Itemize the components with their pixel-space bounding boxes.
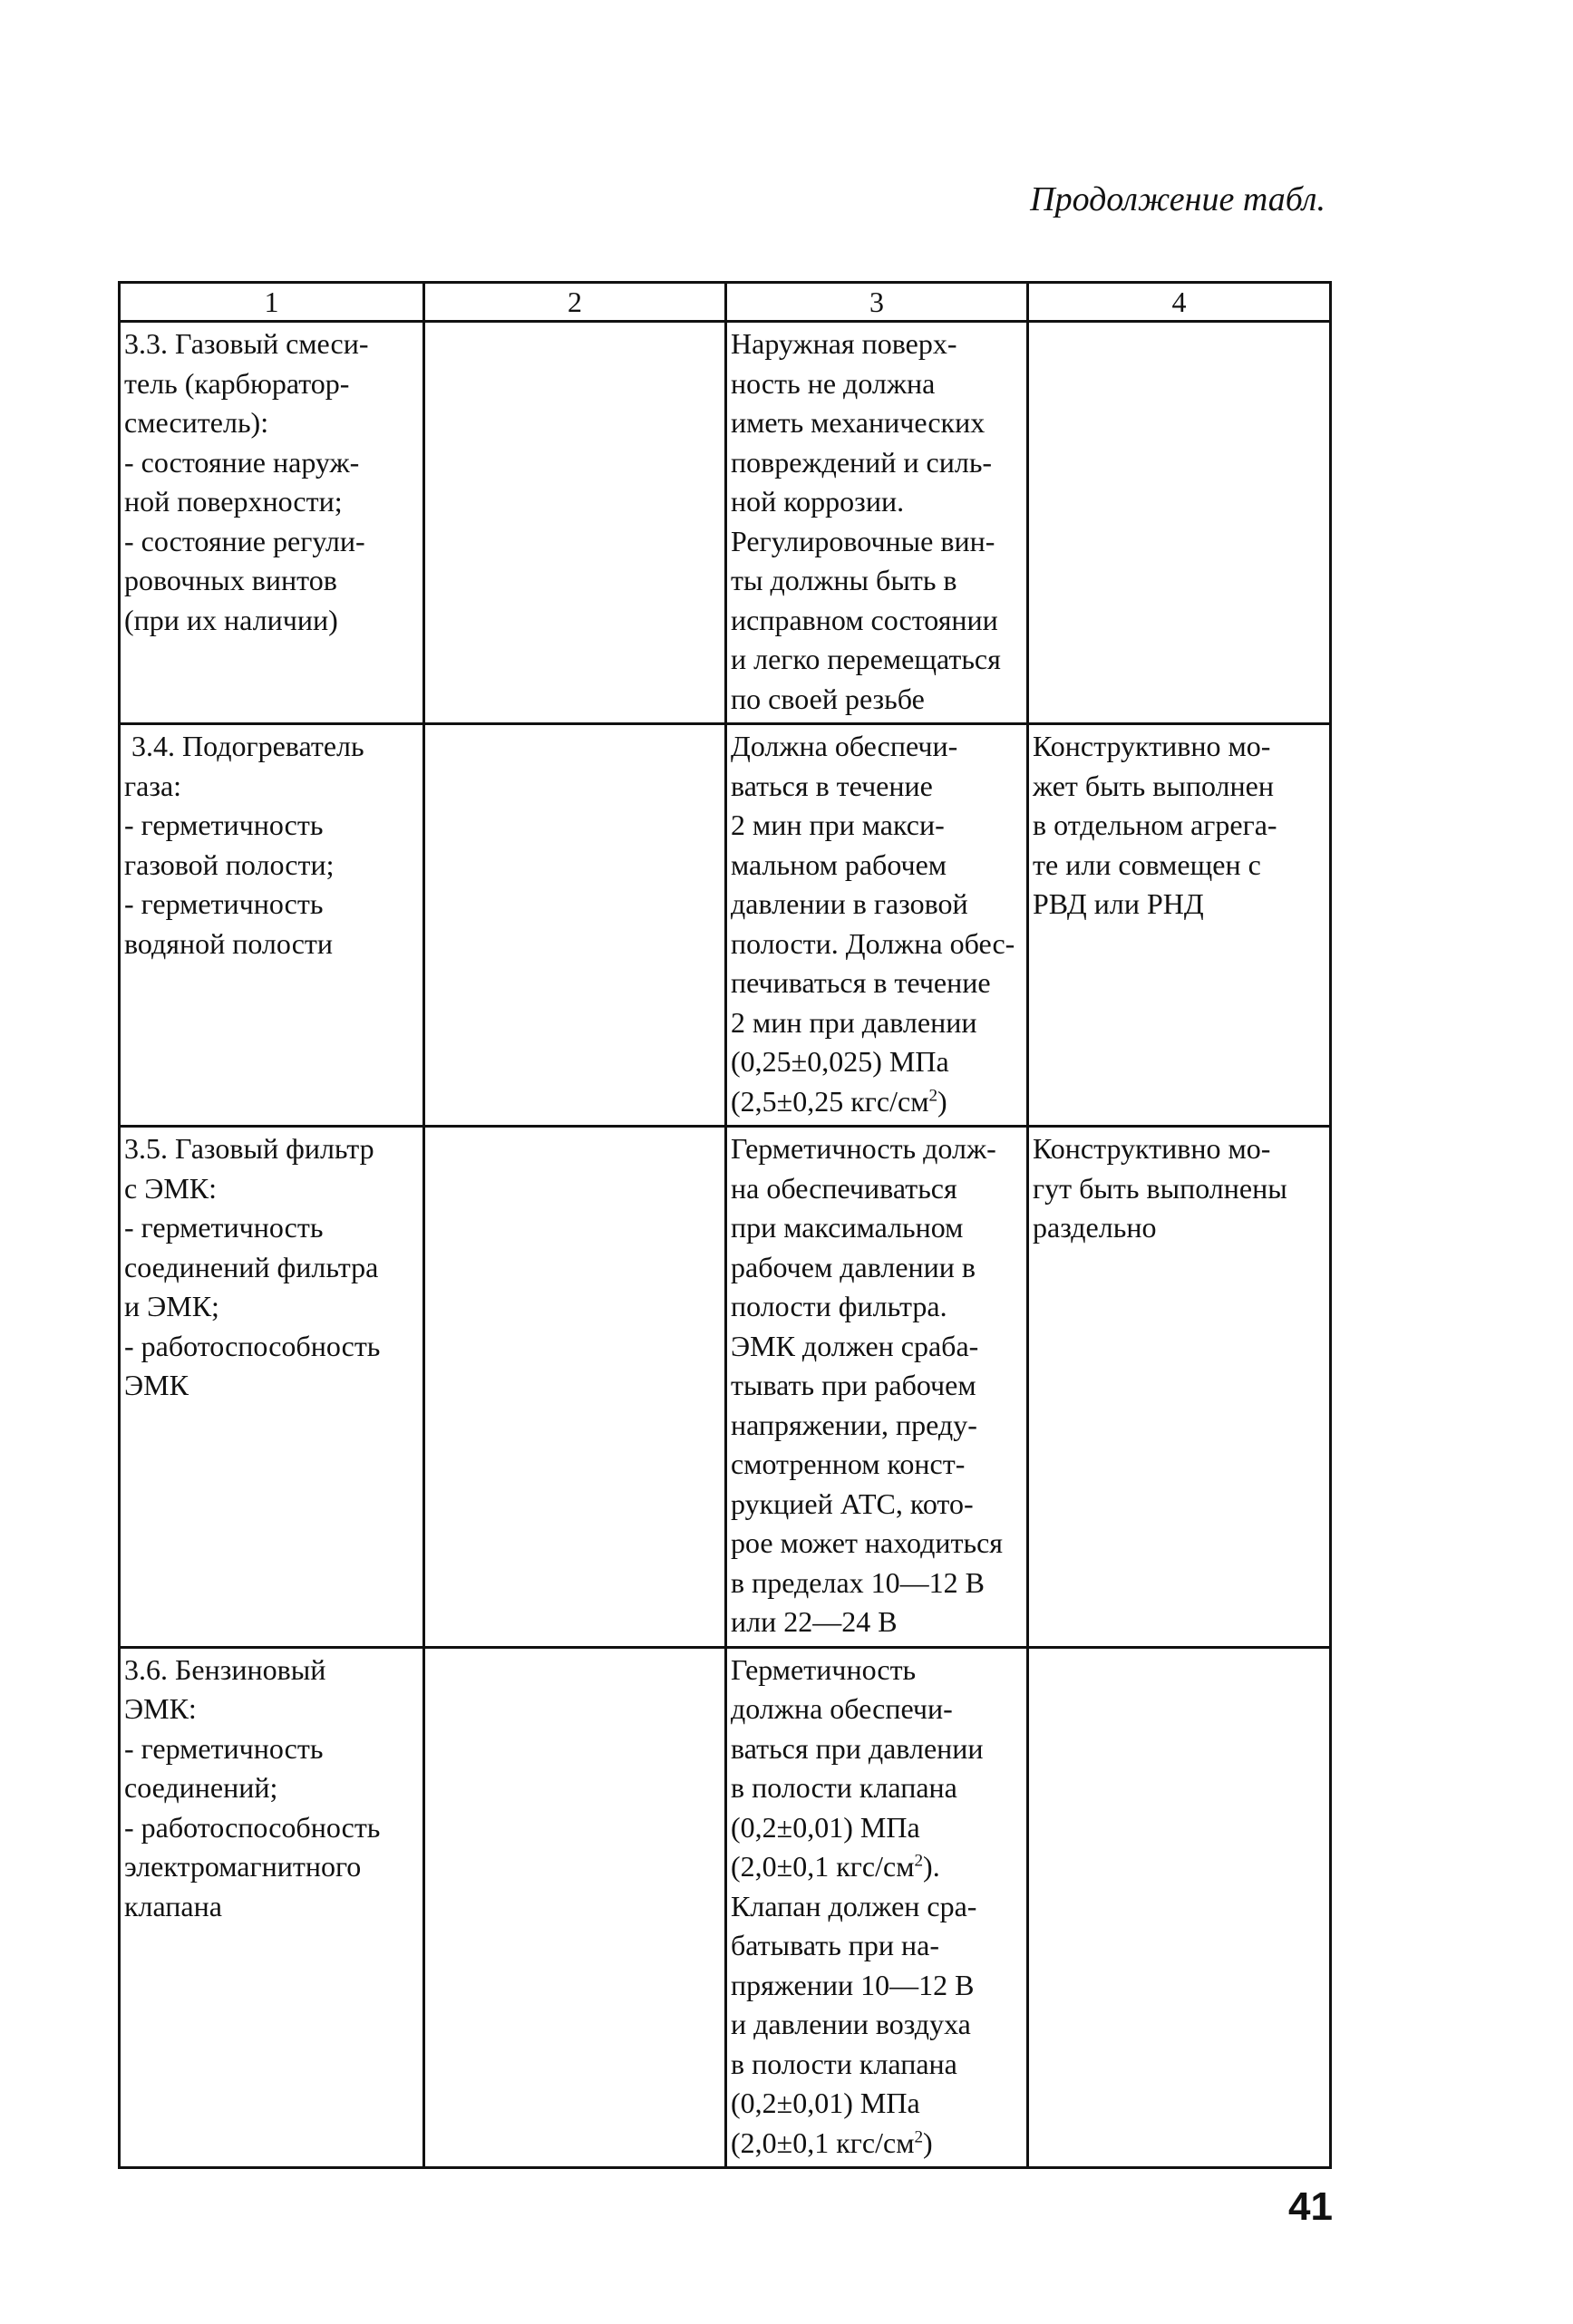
cell-line: газовой полости; (124, 847, 335, 881)
column-header: 2 (424, 283, 726, 322)
cell-line: жет быть выполнен (1033, 769, 1274, 802)
table-header-row (120, 283, 1331, 322)
cell-line: ваться при давлении (731, 1731, 984, 1765)
cell-line: (0,25±0,025) МПа (731, 1045, 949, 1078)
cell-line: 3.4. Подогреватель (124, 730, 364, 762)
cell-line: те или совмещен с (1033, 847, 1261, 881)
column-header: 4 (1028, 283, 1331, 322)
cell-line: ной поверхности; (124, 485, 343, 518)
page-number: 41 (1288, 2184, 1333, 2229)
text-part: (2,5±0,25 кгс/см (731, 1084, 929, 1118)
param-cell (120, 322, 424, 724)
cell-line: Конструктивно мо- (1033, 730, 1271, 762)
cell-line: соединений фильтра (124, 1250, 379, 1283)
note-cell (1028, 1127, 1331, 1648)
requirement-cell (726, 1647, 1028, 2168)
cell-line: печиваться в течение (731, 966, 991, 999)
cell-line: РВД или РНД (1033, 887, 1204, 920)
cell-line: полости фильтра. (731, 1290, 947, 1322)
cell-line: исправном состоянии (731, 603, 998, 636)
empty-cell (424, 322, 726, 724)
cell-line: ной коррозии. (731, 485, 905, 518)
cell-line: смотренном конст- (731, 1448, 966, 1480)
table-row (120, 1127, 1331, 1648)
empty-cell (424, 1127, 726, 1648)
cell-line: рое может находиться (731, 1526, 1004, 1559)
cell-line: ровочных винтов (124, 564, 337, 596)
table-row (120, 724, 1331, 1127)
cell-line: напряжении, преду- (731, 1408, 977, 1441)
cell-line: 3.6. Бензиновый (124, 1652, 326, 1686)
cell-line: иметь механических (731, 406, 986, 439)
cell-line: тывать при рабочем (731, 1369, 976, 1401)
text-part: (2,0±0,1 кгс/см (731, 1850, 915, 1883)
cell-line: рукцией АТС, кото- (731, 1486, 974, 1520)
cell-line: - герметичность (124, 887, 324, 920)
cell-line: ваться в течение (731, 769, 933, 802)
cell-line (731, 1082, 1023, 1122)
cell-line: при максимальном (731, 1211, 964, 1244)
cell-line: электромагнитного (124, 1850, 362, 1883)
cell-line: в пределах 10—12 В (731, 1565, 986, 1599)
cell-line: тель (карбюратор- (124, 366, 350, 400)
cell-line (731, 2124, 1023, 2164)
cell-line (731, 1847, 1023, 1887)
note-cell (1028, 724, 1331, 1127)
requirement-cell (726, 724, 1028, 1127)
cell-line: мальном рабочем (731, 847, 947, 881)
text-part: ). (923, 1850, 940, 1883)
cell-line: Клапан должен сра- (731, 1889, 977, 1922)
cell-line: - герметичность (124, 1731, 324, 1765)
cell-line: (0,2±0,01) МПа (731, 1810, 920, 1844)
requirement-cell (726, 1127, 1028, 1648)
cell-line: в полости клапана (731, 2047, 957, 2080)
superscript: 2 (928, 1085, 938, 1105)
cell-line: ЭМК: (124, 1692, 197, 1725)
param-cell (120, 1647, 424, 2168)
table-row (120, 1647, 1331, 2168)
cell-line: батывать при на- (731, 1929, 940, 1961)
empty-cell (424, 1647, 726, 2168)
cell-line: повреждений и силь- (731, 445, 993, 479)
table-row (120, 322, 1331, 724)
cell-line: в полости клапана (731, 1771, 957, 1804)
cell-line: (при их наличии) (124, 603, 338, 636)
param-cell (120, 1127, 424, 1648)
cell-line: на обеспечиваться (731, 1171, 957, 1205)
cell-line: газа: (124, 769, 182, 802)
cell-line: полости. Должна обес- (731, 926, 1015, 960)
cell-line: с ЭМК: (124, 1171, 218, 1205)
superscript: 2 (914, 1851, 924, 1871)
cell-line: - работоспособность (124, 1329, 381, 1362)
text-part: (2,0±0,1 кгс/см (731, 2125, 915, 2159)
cell-line: или 22—24 В (731, 1605, 898, 1638)
cell-line: 2 мин при давлении (731, 1005, 977, 1039)
cell-line: и давлении воздуха (731, 2008, 971, 2040)
cell-line: соединений; (124, 1771, 278, 1804)
cell-line: - герметичность (124, 1211, 324, 1244)
empty-cell (1028, 322, 1331, 724)
cell-line: (0,2±0,01) МПа (731, 2087, 920, 2119)
param-cell (120, 724, 424, 1127)
cell-line: ЭМК должен сраба- (731, 1329, 979, 1362)
cell-line: 2 мин при макси- (731, 809, 945, 841)
cell-line: по своей резьбе (731, 682, 925, 715)
column-header: 1 (120, 283, 424, 322)
cell-line: - герметичность (124, 809, 324, 841)
cell-line: в отдельном агрега- (1033, 809, 1277, 841)
cell-line: ты должны быть в (731, 564, 957, 596)
cell-line: ЭМК (124, 1369, 189, 1401)
cell-line: давлении в газовой (731, 887, 968, 920)
cell-line: раздельно (1033, 1211, 1157, 1244)
cell-line: гут быть выполнены (1033, 1171, 1287, 1205)
cell-line: должна обеспечи- (731, 1692, 953, 1725)
cell-line: Регулировочные вин- (731, 524, 995, 557)
cell-line: рабочем давлении в (731, 1250, 976, 1283)
column-header: 3 (726, 283, 1028, 322)
continuation-label: Продолжение табл. (1030, 180, 1325, 218)
cell-line: пряжении 10—12 В (731, 1968, 975, 2001)
cell-line: и ЭМК; (124, 1290, 219, 1322)
superscript: 2 (914, 2126, 924, 2146)
cell-line: 3.5. Газовый фильтр (124, 1132, 374, 1165)
requirement-cell (726, 322, 1028, 724)
cell-line: смеситель): (124, 406, 269, 439)
empty-cell (1028, 1647, 1331, 2168)
cell-line: клапана (124, 1889, 222, 1922)
cell-line: Конструктивно мо- (1033, 1132, 1271, 1165)
cell-line: Наружная поверх- (731, 327, 957, 360)
cell-line: и легко перемещаться (731, 643, 1001, 675)
cell-line: Должна обеспечи- (731, 730, 958, 762)
text-part: ) (923, 2125, 933, 2159)
cell-line: водяной полости (124, 926, 333, 960)
text-part: ) (937, 1084, 947, 1118)
cell-line: - состояние наруж- (124, 445, 360, 479)
cell-line: Герметичность долж- (731, 1132, 996, 1165)
cell-line: 3.3. Газовый смеси- (124, 327, 369, 360)
cell-line: Герметичность (731, 1652, 917, 1686)
cell-line: - работоспособность (124, 1810, 381, 1844)
cell-line: - состояние регули- (124, 524, 365, 557)
cell-line: ность не должна (731, 366, 936, 400)
empty-cell (424, 724, 726, 1127)
specs-table (118, 281, 1332, 2169)
